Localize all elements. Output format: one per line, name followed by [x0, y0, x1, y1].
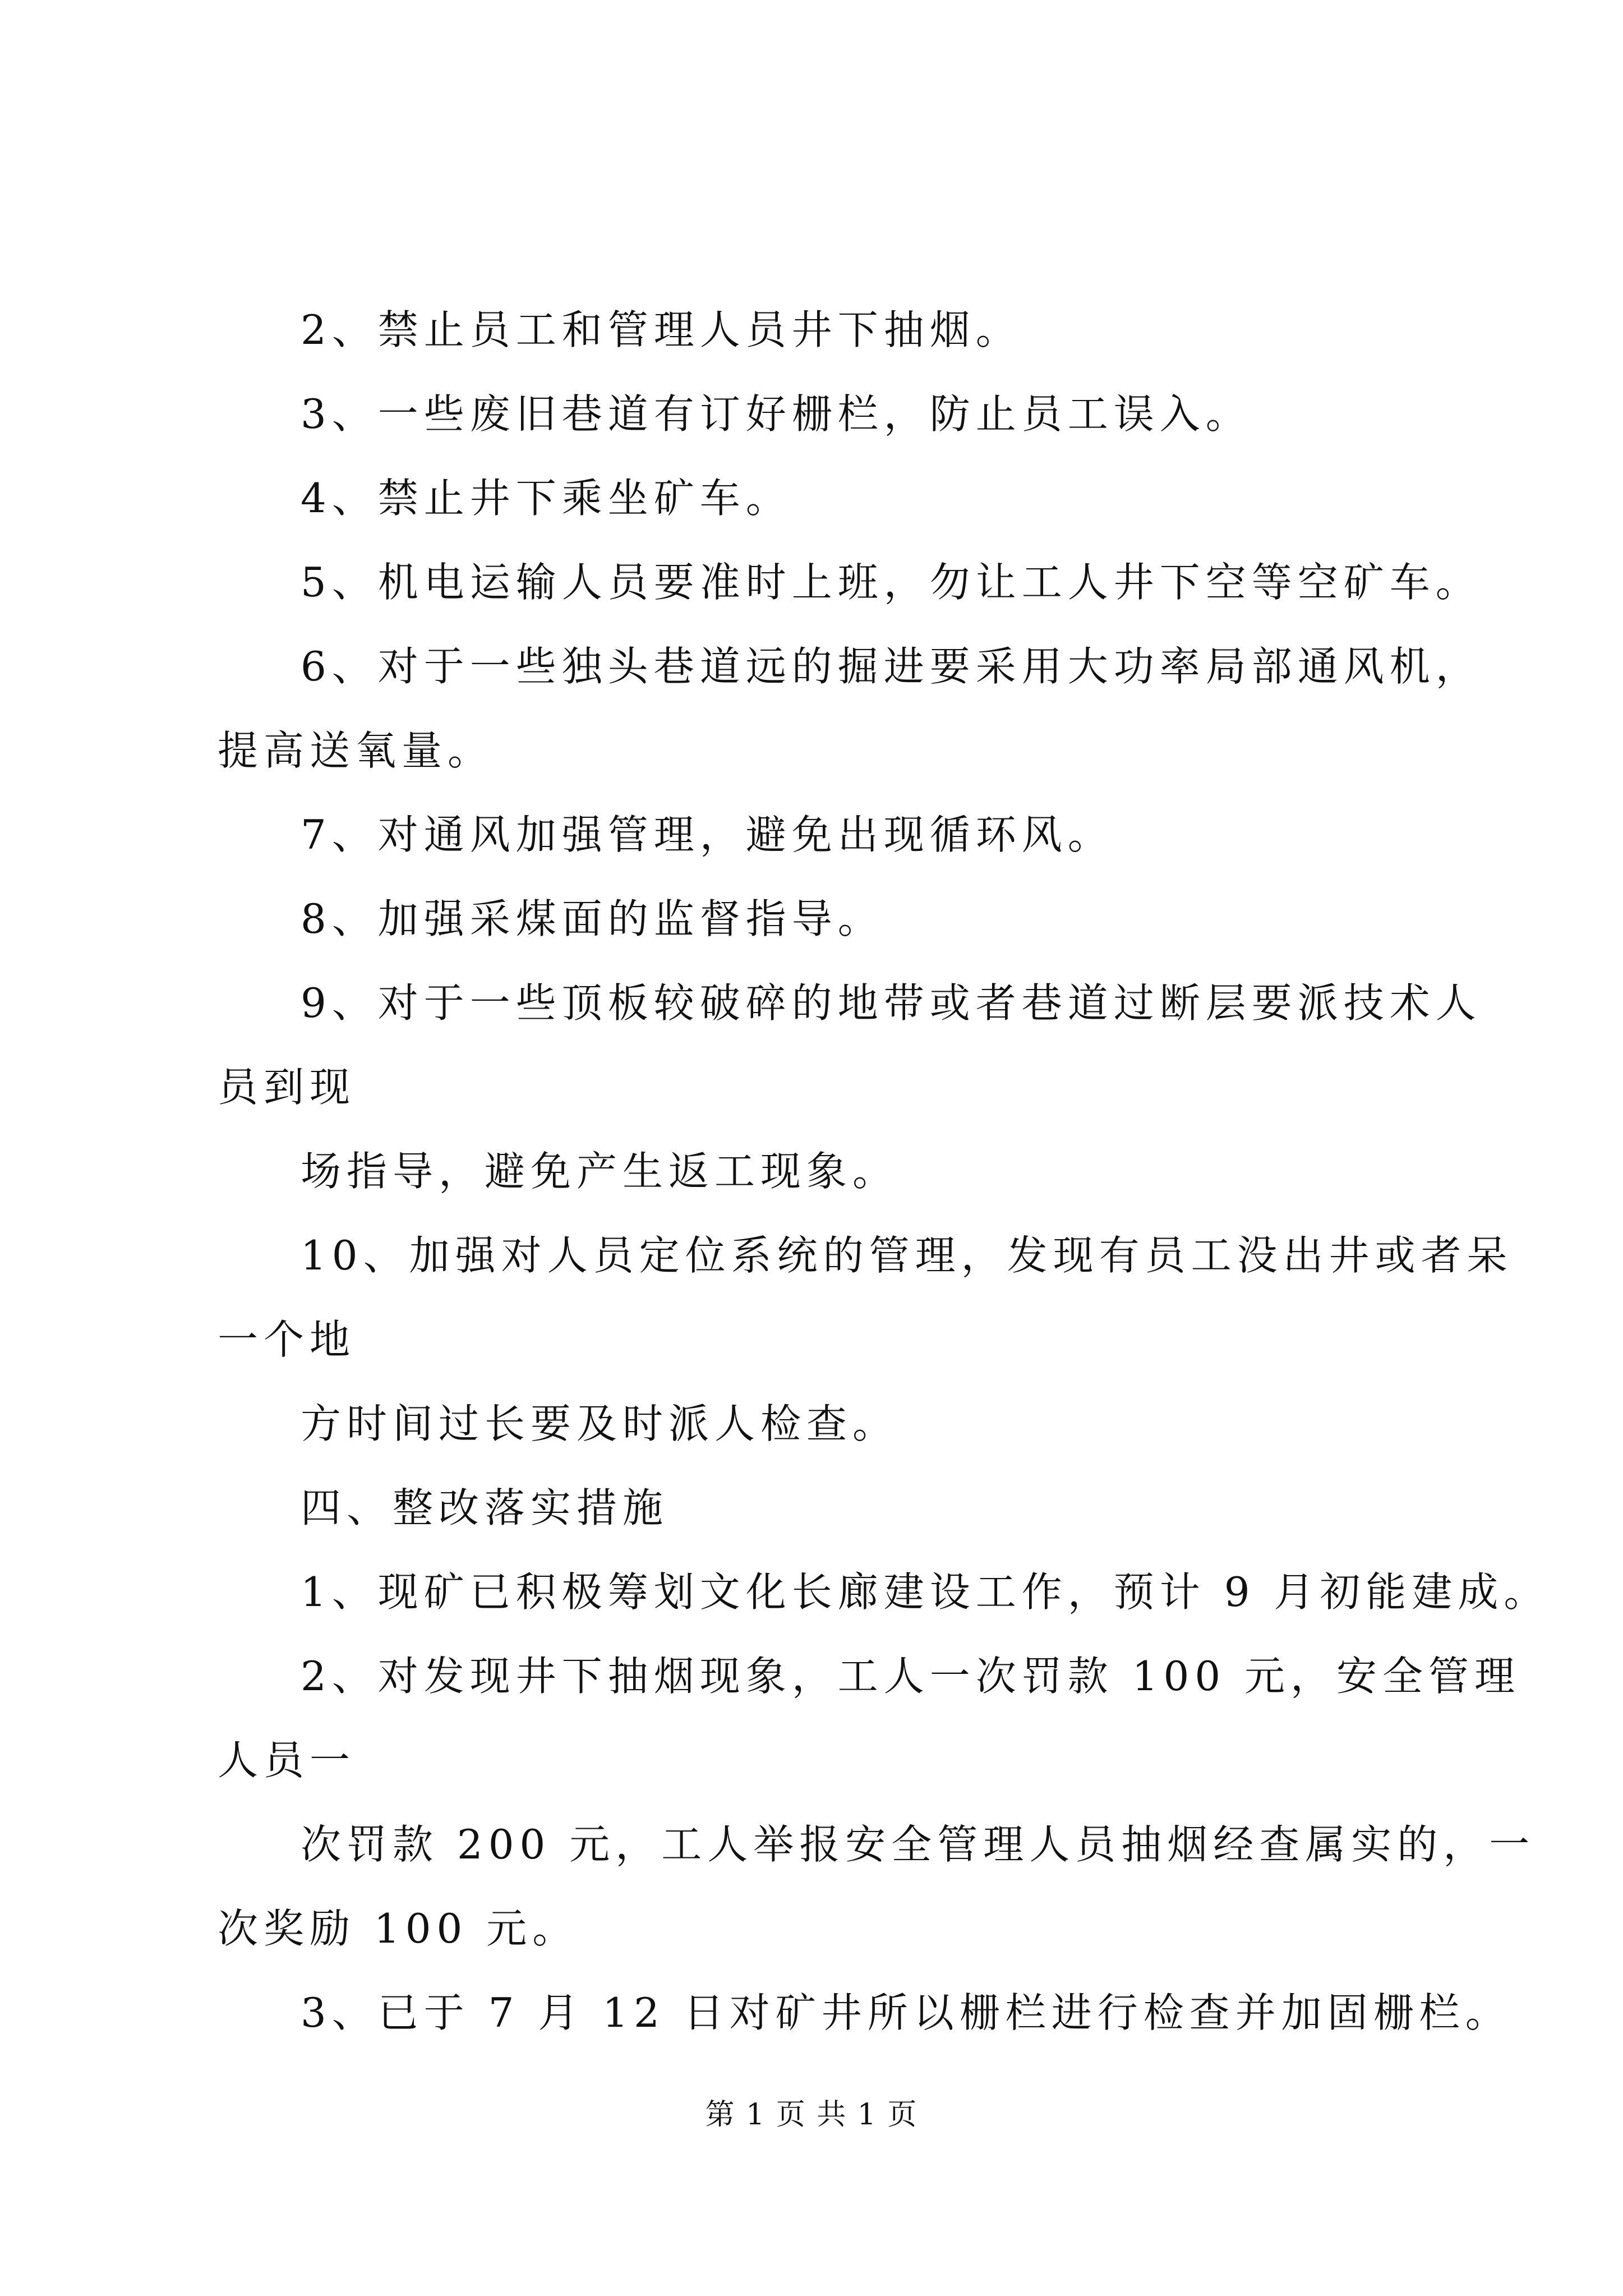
- section-heading: 四、整改落实措施: [301, 1484, 669, 1531]
- paragraph-line-4: 5、机电运输人员要准时上班，勿让工人井下空等空矿车。: [301, 559, 1482, 606]
- paragraph-line-21: 3、已于 7 月 12 日对矿井所以栅栏进行检查并加固栅栏。: [301, 1989, 1511, 2036]
- paragraph-line-18: 人员一: [218, 1737, 356, 1784]
- paragraph-line-6: 提高送氧量。: [218, 727, 494, 774]
- paragraph-line-8: 8、加强采煤面的监督指导。: [301, 895, 884, 942]
- paragraph-line-3: 4、禁止井下乘坐矿车。: [301, 475, 792, 522]
- paragraph-line-7: 7、对通风加强管理，避免出现循环风。: [301, 811, 1114, 858]
- paragraph-line-20: 次奖励 100 元。: [218, 1905, 579, 1952]
- paragraph-line-14: 方时间过长要及时派人检查。: [301, 1400, 899, 1447]
- paragraph-line-2: 3、一些废旧巷道有订好栅栏，防止员工误入。: [301, 390, 1252, 438]
- paragraph-line-12: 10、加强对人员定位系统的管理，发现有员工没出井或者呆: [301, 1232, 1513, 1279]
- paragraph-line-19: 次罚款 200 元，工人举报安全管理人员抽烟经查属实的，一: [301, 1821, 1536, 1868]
- paragraph-line-11: 场指导，避免产生返工现象。: [301, 1148, 899, 1195]
- page-footer: 第 1 页 共 1 页: [705, 2098, 918, 2132]
- paragraph-line-16: 1、现矿已积极筹划文化长廊建设工作，预计 9 月初能建成。: [301, 1568, 1550, 1616]
- paragraph-line-13: 一个地: [218, 1316, 356, 1363]
- paragraph-line-5: 6、对于一些独头巷道远的掘进要采用大功率局部通风机，: [301, 643, 1482, 690]
- paragraph-line-9: 9、对于一些顶板较破碎的地带或者巷道过断层要派技术人: [301, 979, 1482, 1027]
- paragraph-line-1: 2、禁止员工和管理人员井下抽烟。: [301, 306, 1022, 353]
- paragraph-line-17: 2、对发现井下抽烟现象，工人一次罚款 100 元，安全管理: [301, 1653, 1521, 1700]
- paragraph-line-10: 员到现: [218, 1064, 356, 1111]
